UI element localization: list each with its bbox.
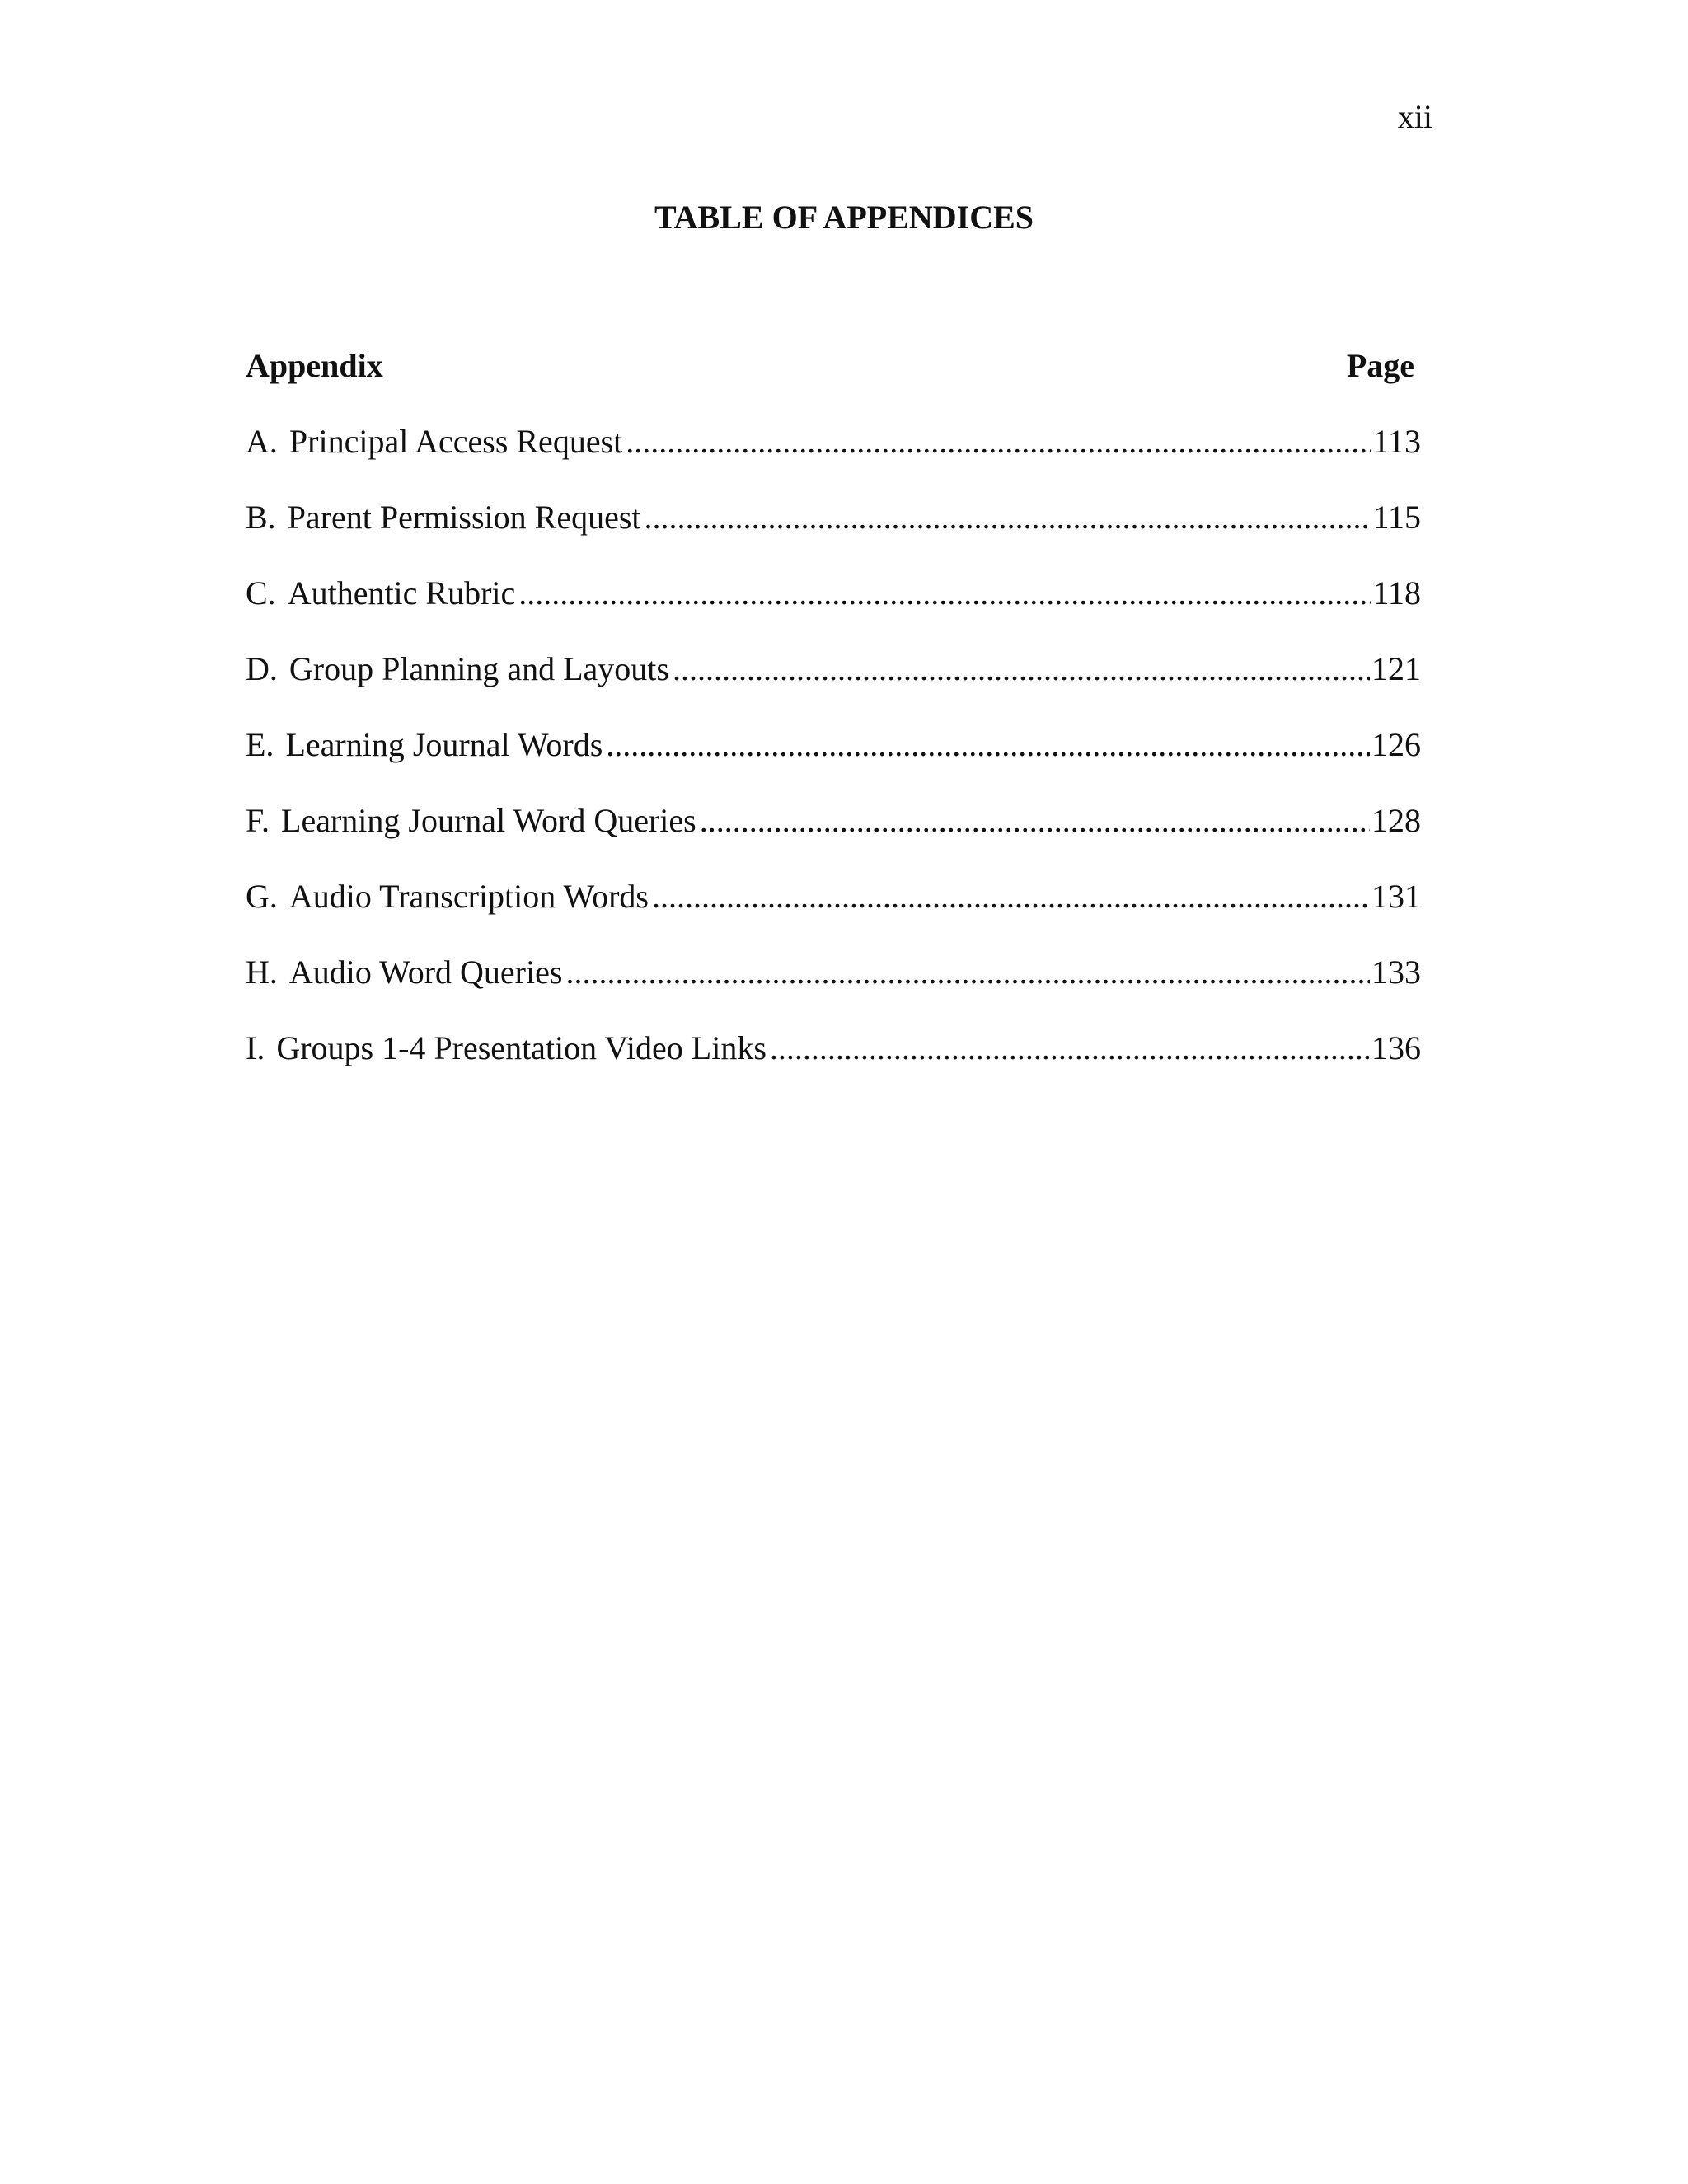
dot-leader <box>645 498 1372 537</box>
entry-letter: G. <box>246 878 278 915</box>
toc-entry-a <box>246 422 1421 498</box>
entry-page: 118 <box>1372 574 1421 612</box>
dot-leader <box>606 725 1370 765</box>
dot-leader <box>700 801 1370 841</box>
entry-title: Audio Word Queries <box>288 954 563 991</box>
entry-title: Learning Journal Words <box>285 726 603 763</box>
toc-list <box>246 422 1421 1104</box>
dot-leader <box>626 422 1371 462</box>
toc-entry-e <box>246 725 1421 801</box>
entry-title: Authentic Rubric <box>287 574 516 612</box>
toc-entry-d <box>246 649 1421 725</box>
table-of-appendices <box>246 346 1421 1104</box>
entry-title: Parent Permission Request <box>287 499 641 536</box>
entry-page: 131 <box>1372 878 1421 915</box>
dot-leader <box>652 877 1370 916</box>
dot-leader <box>565 953 1370 992</box>
entry-page: 133 <box>1372 954 1421 991</box>
entry-page: 136 <box>1372 1029 1421 1066</box>
toc-entry-g <box>246 877 1421 953</box>
dot-leader <box>673 649 1370 689</box>
toc-entry-b <box>246 498 1421 574</box>
page-number: xii <box>1397 98 1432 135</box>
entry-title: Learning Journal Word Queries <box>281 802 696 839</box>
entry-letter: B. <box>246 499 276 536</box>
entry-title: Principal Access Request <box>288 423 623 460</box>
toc-header <box>246 346 1421 386</box>
page-column-header: Page <box>1346 347 1414 384</box>
entry-page: 128 <box>1372 802 1421 839</box>
entry-letter: H. <box>246 954 278 991</box>
entry-page: 115 <box>1372 499 1421 536</box>
dot-leader <box>518 574 1371 613</box>
entry-letter: F. <box>246 802 270 839</box>
toc-entry-f <box>246 801 1421 877</box>
entry-letter: C. <box>246 574 276 612</box>
entry-letter: I. <box>246 1029 265 1066</box>
entry-title: Audio Transcription Words <box>288 878 649 915</box>
entry-page: 126 <box>1372 726 1421 763</box>
toc-entry-c <box>246 574 1421 649</box>
page-title: TABLE OF APPENDICES <box>654 199 1034 236</box>
entry-letter: D. <box>246 650 278 687</box>
entry-page: 113 <box>1372 423 1421 460</box>
appendix-column-header: Appendix <box>246 347 383 384</box>
entry-page: 121 <box>1372 650 1421 687</box>
entry-title: Groups 1-4 Presentation Video Links <box>276 1029 767 1066</box>
entry-letter: E. <box>246 726 274 763</box>
entry-title: Group Planning and Layouts <box>288 650 669 687</box>
toc-entry-h <box>246 953 1421 1029</box>
entry-letter: A. <box>246 423 278 460</box>
dot-leader <box>770 1029 1370 1068</box>
toc-entry-i <box>246 1029 1421 1104</box>
